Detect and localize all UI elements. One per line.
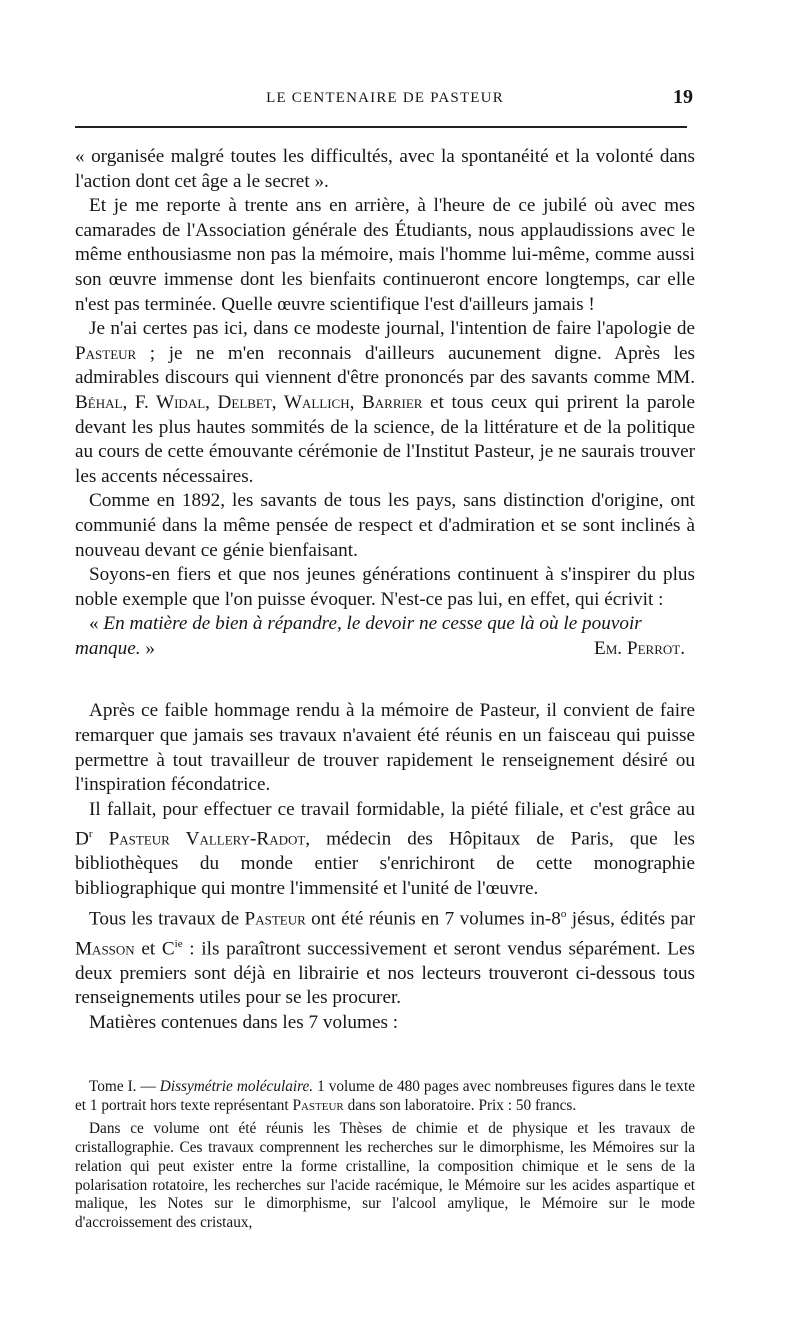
paragraph-8 (75, 902, 695, 1011)
paragraph-8-text-a: Tous les travaux de (89, 908, 245, 929)
paragraph-7-text-b: , médecin des Hôpitaux de Paris, que les bibliothèques du monde entier s'enrichiront de cette monographie bibliographique qui montre l'immensité et l'unité de l'œuvre. (75, 828, 695, 900)
page-number: 19 (673, 86, 693, 108)
paragraph-5: Soyons-en fiers et que nos jeunes générations continuent à s'inspirer du plus noble exemple que l'on puisse évoquer. N'est-ce pas lui, en effet, qui écrivit : (75, 564, 695, 610)
quote-signature-line (75, 637, 695, 662)
paragraph-3-text-b: ; je ne m'en reconnais d'ailleurs aucunement digne. Après les admirables discours qui viennent d'être prononcés par des savants comme MM. (75, 342, 695, 389)
note-tome-1-contents: Dans ce volume ont été réunis les Thèses de chimie et de physique et les travaux de cristallographie. Ces travaux comprennent les recherches sur le dimorphisme, les Mémoires sur la relation qui peut exister entre la forme cristalline, la composition chimique et le sens de la polarisation rotatoire, les recherches sur l'acide racémique, le Mémoire sur les acides aspartique et malique, les Notes sur le dimorphisme, sur l'alcool amylique, le Mémoire sur le mode d'accroissement des cristaux, (75, 1120, 695, 1231)
paragraph-8-text-c: jésus, édités par (566, 908, 695, 929)
superscript-r: r (88, 828, 93, 841)
article-body (75, 145, 695, 1035)
note-1-text-c: dans son laboratoire. Prix : 50 francs. (343, 1096, 577, 1114)
running-title: LE CENTENAIRE DE PASTEUR (266, 90, 504, 106)
quote-line-1 (75, 612, 695, 637)
publisher-masson: Masson (75, 937, 135, 959)
note-1-text-b: 1 volume de 480 pages avec nombreuses figures dans le texte et 1 portrait hors texte représentant (75, 1078, 695, 1114)
paragraph-4: Comme en 1892, les savants de tous les pays, sans distinction d'origine, ont communié dans la même pensée de respect et d'admiration et se sont inclinés à nouveau devant ce génie bienfaisant. (75, 490, 695, 561)
note-1-pasteur: Pasteur (292, 1096, 344, 1114)
name-pasteur-vallery-radot: Pasteur Vallery-Radot (92, 828, 306, 850)
paragraph-7-text-a: Il fallait, pour effectuer ce travail formidable, la piété filiale, et c'est grâce au D (75, 798, 695, 850)
paragraph-3-text-a: Je n'ai certes pas ici, dans ce modeste journal, l'intention de faire l'apologie de (89, 318, 695, 340)
paragraph-6: Après ce faible hommage rendu à la mémoire de Pasteur, il convient de faire remarquer que jamais ses travaux n'avaient été réunis en un faisceau qui puisse permettre à tout travailleur de trouver rapidement le renseignement désiré ou l'inspiration fécondatrice. (75, 700, 695, 796)
name-pasteur-2: Pasteur (244, 908, 306, 929)
note-1-text-a: Tome I. — (89, 1078, 160, 1095)
volume-notes (75, 1078, 695, 1233)
header-rule (75, 126, 687, 128)
quote-text-1: En matière de bien à répandre, le devoir ne cesse que là où le pouvoir (103, 613, 642, 635)
paragraph-8-text-d: et C (134, 937, 175, 959)
note-1-title: Dissymétrie moléculaire. (159, 1078, 314, 1095)
paragraph-8-text-e: : ils paraîtront successivement et seront vendus séparément. Les deux premiers sont déjà en librairie et nos lecteurs trouveront ci-dessous tous renseignements utiles pour se les procurer. (75, 937, 695, 1009)
paragraph-3 (75, 317, 695, 489)
note-tome-1 (75, 1078, 695, 1115)
quote-text-2: manque. (75, 637, 141, 659)
superscript-o: o (560, 907, 567, 920)
page-header (75, 86, 695, 116)
superscript-ie: ie (174, 937, 183, 950)
paragraph-9: Matières contenues dans les 7 volumes : (89, 1011, 399, 1033)
quote-open: « (89, 613, 104, 635)
name-pasteur: Pasteur (75, 342, 137, 364)
paragraph-2: Et je me reporte à trente ans en arrière, à l'heure de ce jubilé où avec mes camarades de l'Association générale des Étudiants, nous applaudissions avec le même enthousiasme non pas la mémoire, mais l'homme lui-même, comme aussi son œuvre immense dont les bienfaits continueront encore longtemps, car elle n'est pas terminée. Quelle œuvre scientifique l'est d'ailleurs jamais ! (75, 195, 695, 315)
paragraph-3-text-c: et tous ceux qui prirent la parole devant les plus hautes sommités de la science, de la littérature et de la politique au cours de cette émouvante cérémonie de l'Institut Pasteur, je ne saurais trouver les accents nécessaires. (75, 391, 695, 487)
section-gap (75, 661, 695, 699)
author-signature: Em. Perrot. (594, 637, 685, 659)
quote-close: » (140, 637, 155, 659)
quote-line-2 (75, 637, 155, 662)
paragraph-8-text-b: ont été réunis en 7 volumes in-8 (305, 908, 561, 929)
paragraph-1: « organisée malgré toutes les difficultés, avec la spontanéité et la volonté dans l'action dont cet âge a le secret ». (75, 146, 695, 192)
paragraph-7 (75, 798, 695, 902)
speaker-names: Béhal, F. Widal, Delbet, Wallich, Barrier (75, 391, 423, 413)
